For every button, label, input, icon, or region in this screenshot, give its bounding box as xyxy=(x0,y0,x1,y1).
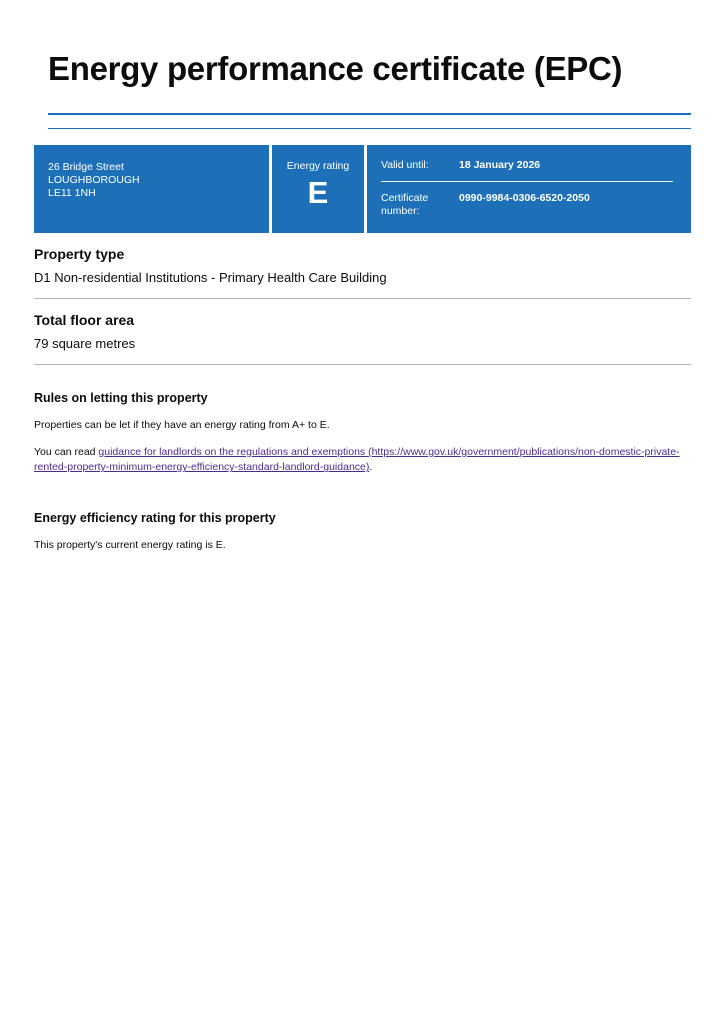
energy-rating-value: E xyxy=(307,174,329,210)
guidance-suffix: . xyxy=(369,461,373,474)
address-line-3: LE11 1NH xyxy=(48,187,96,200)
section-energy-efficiency-rating xyxy=(34,487,691,554)
section-letting-rules xyxy=(34,365,691,476)
divider-thin xyxy=(48,128,691,129)
certificate-number-value: 0990-9984-0306-6520-2050 xyxy=(459,192,590,205)
efficiency-paragraph: This property's current energy rating is E. xyxy=(34,539,226,552)
total-floor-area-value: 79 square metres xyxy=(34,335,136,351)
letting-rules-heading: Rules on letting this property xyxy=(34,390,208,405)
efficiency-heading: Energy efficiency rating for this property xyxy=(34,511,276,526)
landlord-guidance-link[interactable]: guidance for landlords on the regulations and exemptions (https://www.gov.uk/government/publications/non-domestic-private-rented-property-minimum-energy-efficiency-standard-landlord-guidance) xyxy=(34,445,680,474)
property-address xyxy=(34,145,269,233)
energy-rating-label: Energy rating xyxy=(286,159,350,172)
valid-until-value: 18 January 2026 xyxy=(459,158,541,171)
letting-rules-guidance xyxy=(34,445,691,477)
valid-until-label: Valid until: xyxy=(381,158,429,171)
fact-total-floor-area xyxy=(34,299,691,351)
certificate-summary-band xyxy=(34,145,691,233)
page-title: Energy performance certificate (EPC) xyxy=(48,50,623,87)
total-floor-area-heading: Total floor area xyxy=(34,311,135,328)
energy-rating-block xyxy=(272,145,364,233)
certificate-details xyxy=(367,145,691,233)
title-rules xyxy=(34,113,691,129)
letting-rules-paragraph: Properties can be let if they have an energy rating from A+ to E. xyxy=(34,418,330,431)
address-line-1: 26 Bridge Street xyxy=(48,160,124,173)
certificate-number-label: Certificate number: xyxy=(381,192,429,218)
certificate-number-row xyxy=(381,192,673,218)
property-type-heading: Property type xyxy=(34,245,125,262)
details-divider xyxy=(381,181,673,182)
guidance-prefix: You can read xyxy=(34,445,99,458)
fact-property-type xyxy=(34,233,691,285)
property-type-value: D1 Non-residential Institutions - Primary Health Care Building xyxy=(34,269,387,285)
divider-thick xyxy=(48,113,691,115)
valid-until-row xyxy=(381,159,673,172)
address-line-2: LOUGHBOROUGH xyxy=(48,174,140,187)
